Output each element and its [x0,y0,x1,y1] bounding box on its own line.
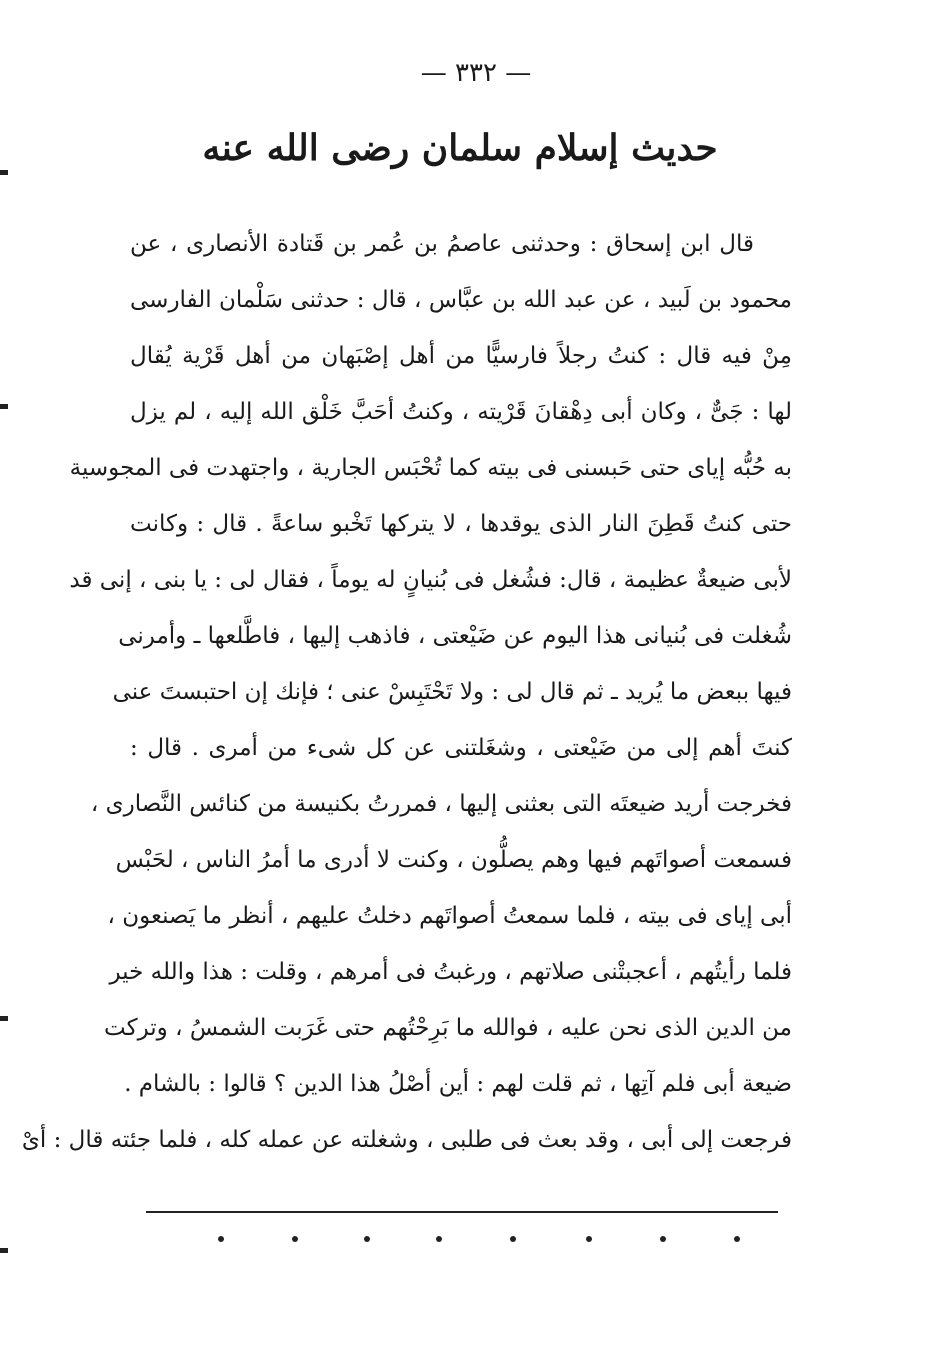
text-line: فيها ببعض ما يُريد ـ ثم قال لى : ولا تَحْتَبِسْ عنى ؛ فإنك إن احتبستَ عنى [112,679,792,705]
footer-dot [660,1236,666,1242]
text-line: شُغلت فى بُنيانى هذا اليوم عن ضَيْعتى ، فاذهب إليها ، فاطَّلعها ـ وأمرنى [118,623,792,649]
page-number: — ٣٣٢ — [420,58,532,88]
text-line: فسمعت أصواتَهم فيها وهم يصلُّون ، وكنت لا أدرى ما أمرُ الناس ، لحَبْس [115,847,792,873]
text-line: محمود بن لَبيد ، عن عبد الله بن عبَّاس ، قال : حدثنى سَلْمان الفارسى [130,287,792,313]
text-line: فخرجت أريد ضيعتَه التى بعثنى إليها ، فمررتُ بكنيسة من كنائس النَّصارى ، [90,791,792,817]
scan-edge-mark [0,170,8,175]
footer-dot [364,1236,370,1242]
footer-dot [292,1236,298,1242]
text-line: فلما رأيتُهم ، أعجبتْنى صلاتهم ، ورغبتُ فى أمرهم ، وقلت : هذا والله خير [109,959,792,985]
text-line: حتى كنتُ قَطِنَ النار الذى يوقدها ، لا يتركها تَخْبو ساعةً . قال : وكانت [130,511,792,537]
text-line: لها : جَىٌّ ، وكان أبى دِهْقانَ قَرْيته ، وكنتُ أحَبَّ خَلْق الله إليه ، لم يزل [130,399,792,425]
footer-dot [510,1236,516,1242]
text-line: قال ابن إسحاق : وحدثنى عاصمُ بن عُمر بن قَتادة الأنصارى ، عن [130,231,754,257]
text-line: من الدين الذى نحن عليه ، فوالله ما بَرِحْتُهم حتى غَرَبت الشمسُ ، وتركت [104,1015,792,1041]
scan-edge-mark [0,1016,8,1021]
footer-dot [586,1236,592,1242]
chapter-title: حديث إسلام سلمان رضى الله عنه [202,127,718,169]
scan-edge-mark [0,1248,8,1253]
footer-dot [436,1236,442,1242]
text-line: به حُبُّه إياى حتى حَبسنى فى بيته كما تُحْبَس الجارية ، واجتهدت فى المجوسية [69,455,792,481]
footer-dots [180,1232,780,1252]
text-line: ضيعة أبى فلم آتِها ، ثم قلت لهم : أين أصْلُ هذا الدين ؟ قالوا : بالشام . [124,1071,792,1097]
text-line: أبى إياى فى بيته ، فلما سمعتُ أصواتَهم دخلتُ عليهم ، أنظر ما يَصنعون ، [107,903,792,929]
text-line: مِنْ فيه قال : كنتُ رجلاً فارسيًّا من أهل إصْبَهان من أهل قَرْية يُقال [130,343,792,369]
footer-dot [734,1236,740,1242]
text-line: فرجعت إلى أبى ، وقد بعث فى طلبى ، وشغلته عن عمله كله ، فلما جئته قال : أىْ [21,1127,792,1153]
body-text [21,216,792,1168]
footer-rule [146,1211,778,1213]
scan-edge-mark [0,404,8,409]
text-line: كنتَ أهم إلى من ضَيْعتى ، وشغَلتنى عن كل شىء من أمرى . قال : [130,735,792,761]
footer-dot [218,1236,224,1242]
text-line: لأبى ضيعةٌ عظيمة ، قال: فشُغل فى بُنيانٍ له يوماً ، فقال لى : يا بنى ، إنى قد [69,567,792,593]
